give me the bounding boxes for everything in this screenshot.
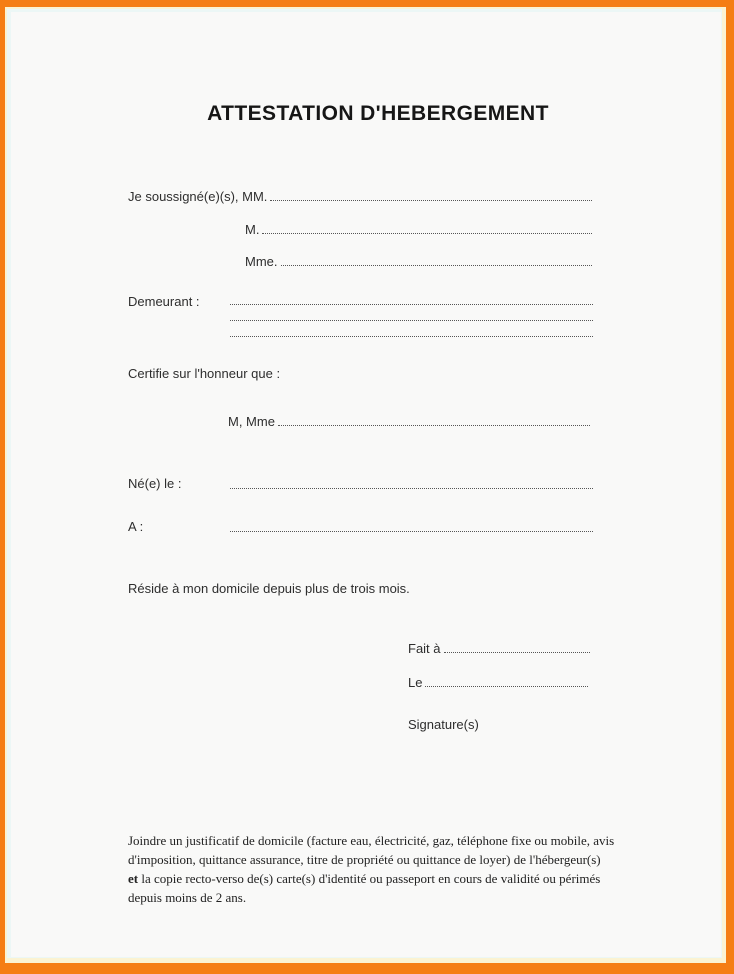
field-fait-a: [408, 640, 590, 656]
a-fill-line: [230, 531, 593, 532]
madame-fill-line: [281, 265, 593, 266]
fait-a-label: Fait à: [408, 641, 441, 656]
demeurant-fill-line-3: [230, 336, 593, 337]
footer-line-3-rest: la copie recto-verso de(s) carte(s) d'identité ou passeport en cours de validité ou périmés: [138, 871, 601, 886]
signature-label: Signature(s): [408, 717, 479, 732]
demeurant-label: Demeurant :: [128, 294, 200, 309]
fait-a-fill-line: [444, 652, 590, 653]
soussigne-fill-line: [270, 200, 592, 201]
field-hosted-person: [228, 413, 590, 429]
ne-le-fill-line: [230, 488, 593, 489]
field-monsieur: [245, 221, 592, 237]
le-label: Le: [408, 675, 423, 690]
certifie-label: Certifie sur l'honneur que :: [128, 366, 281, 381]
monsieur-label: M.: [245, 222, 260, 237]
ne-le-label: Né(e) le :: [128, 476, 182, 491]
footer-line-2: d'imposition, quittance assurance, titre de propriété ou quittance de loyer) de l'hébergeur(s): [128, 852, 601, 867]
frame-inner-line: [7, 9, 722, 958]
hosted-person-fill-line: [278, 425, 590, 426]
monsieur-fill-line: [262, 233, 592, 234]
le-fill-line: [425, 686, 588, 687]
reside-statement: Réside à mon domicile depuis plus de trois mois.: [128, 581, 410, 596]
footer-instructions: [128, 831, 633, 907]
demeurant-fill-line-1: [230, 304, 593, 305]
footer-et-bold: et: [128, 871, 139, 886]
field-madame: [245, 253, 592, 269]
soussigne-label: Je soussigné(e)(s), MM.: [128, 189, 268, 204]
footer-line-1: Joindre un justificatif de domicile (facture eau, électricité, gaz, téléphone fixe ou mobile, avis: [128, 833, 615, 848]
field-le-date: [408, 674, 588, 690]
madame-label: Mme.: [245, 254, 278, 269]
page-title: ATTESTATION D'HEBERGEMENT: [207, 102, 549, 125]
attestation-page: [11, 12, 721, 957]
footer-line-4: depuis moins de 2 ans.: [128, 890, 247, 905]
field-soussigne-mm: [128, 188, 592, 204]
frame-inner-cream: [5, 7, 726, 963]
hosted-person-label: M, Mme: [228, 414, 275, 429]
a-label: A :: [128, 519, 144, 534]
footer-line-3: [128, 869, 633, 888]
demeurant-fill-line-2: [230, 320, 593, 321]
